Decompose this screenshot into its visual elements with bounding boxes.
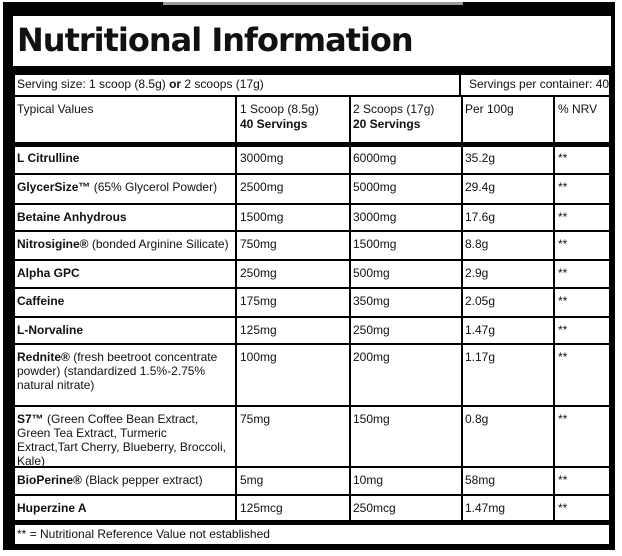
column-rule (553, 95, 555, 522)
column-rule (349, 95, 351, 522)
ingredient-description: (fresh beetroot concentrate powder) (standardized 1.5%-2.75% natural nitrate) (17, 350, 218, 392)
per-1-scoop-value: 5mg (240, 473, 264, 487)
row-rule (13, 230, 611, 232)
per-100g-value: 35.2g (465, 151, 496, 165)
per-2-scoops-value: 1500mg (353, 237, 397, 251)
nrv-value: ** (558, 350, 568, 364)
ingredient-cell (17, 180, 229, 194)
nrv-value: ** (558, 180, 568, 194)
per-2-scoops-value: 5000mg (353, 180, 397, 194)
ingredient-name: BioPerine® (17, 473, 82, 487)
per-1-scoop-value: 175mg (240, 294, 277, 308)
ingredient-description: (Black pepper extract) (81, 473, 203, 487)
serving-size-suffix: 2 scoops (17g) (181, 77, 264, 91)
bottom-rule (13, 544, 611, 546)
per-2-scoops-value: 3000mg (353, 210, 397, 224)
per-1-scoop-value: 75mg (240, 412, 271, 426)
ingredient-cell (17, 210, 229, 224)
servings-per-container: Servings per container: 40 (469, 77, 610, 91)
per-2-scoops-value: 350mg (353, 294, 390, 308)
ingredient-name: Caffeine (17, 294, 65, 308)
ingredient-cell (17, 412, 229, 468)
ingredient-name: L-Norvaline (17, 323, 84, 337)
footnote: ** = Nutritional Reference Value not established (17, 527, 270, 541)
nrv-value: ** (558, 323, 568, 337)
ingredient-cell (17, 323, 229, 337)
row-rule (13, 494, 611, 496)
ingredient-cell (17, 237, 229, 251)
left-rule (13, 73, 15, 546)
ingredient-name: L Citrulline (17, 151, 80, 165)
per-100g-value: 58mg (465, 473, 496, 487)
per-100g-value: 17.6g (465, 210, 496, 224)
top-strip (163, 2, 463, 5)
ingredient-description: (bonded Arginine Silicate) (88, 237, 229, 251)
nrv-value: ** (558, 412, 568, 426)
per-2-scoops-value: 250mcg (353, 501, 396, 515)
ingredient-name: Huperzine A (17, 501, 87, 515)
ingredient-name: GlycerSize™ (17, 180, 91, 194)
row-rule (13, 173, 611, 175)
per-100g-value: 1.17g (465, 350, 496, 364)
per-1-scoop-value: 125mg (240, 323, 277, 337)
per-100g-value: 0.8g (465, 412, 489, 426)
per-1-scoop-value: 3000mg (240, 151, 284, 165)
row-rule (13, 142, 611, 147)
ingredient-name: S7™ (17, 412, 44, 426)
serving-row (13, 73, 611, 95)
ingredient-cell (17, 473, 229, 487)
header-20-servings: 20 Servings (353, 117, 421, 131)
header-2-scoops: 2 Scoops (17g) (353, 102, 435, 116)
ingredient-name: Rednite® (17, 350, 70, 364)
row-rule (13, 316, 611, 318)
ingredient-cell (17, 350, 229, 392)
per-1-scoop-value: 100mg (240, 350, 277, 364)
per-100g-value: 29.4g (465, 180, 496, 194)
ingredient-name: Alpha GPC (17, 266, 80, 280)
header-1-scoop: 1 Scoop (8.5g) (240, 102, 319, 116)
per-2-scoops-value: 250mg (353, 323, 390, 337)
nrv-value: ** (558, 237, 568, 251)
column-rule (235, 95, 237, 522)
per-2-scoops-value: 200mg (353, 350, 390, 364)
nrv-value: ** (558, 266, 568, 280)
per-1-scoop-value: 250mg (240, 266, 277, 280)
label-frame (3, 2, 615, 550)
per-100g-value: 2.05g (465, 294, 496, 308)
serving-size-or: or (169, 77, 182, 91)
ingredient-name: Betaine Anhydrous (17, 210, 127, 224)
serving-size (17, 73, 264, 95)
per-1-scoop-value: 750mg (240, 237, 277, 251)
per-2-scoops-value: 6000mg (353, 151, 397, 165)
panel-title: Nutritional Information (17, 21, 413, 59)
serving-top-rule (13, 73, 611, 75)
per-1-scoop-value: 125mcg (240, 501, 283, 515)
ingredient-description: (65% Glycerol Powder) (90, 180, 218, 194)
serving-size-text: Serving size: 1 scoop (8.5g) (17, 77, 170, 91)
row-rule (13, 259, 611, 261)
per-100g-value: 1.47mg (465, 501, 506, 515)
per-2-scoops-value: 150mg (353, 412, 390, 426)
per-1-scoop-value: 1500mg (240, 210, 284, 224)
nrv-value: ** (558, 210, 568, 224)
header-per-100g: Per 100g (465, 102, 514, 116)
nrv-value: ** (558, 151, 568, 165)
right-rule (609, 73, 611, 546)
nrv-value: ** (558, 294, 568, 308)
ingredient-cell (17, 294, 229, 308)
title-rule (13, 66, 611, 73)
ingredient-cell (17, 266, 229, 280)
column-rule (461, 95, 463, 522)
ingredient-cell (17, 151, 229, 165)
row-rule (13, 520, 611, 525)
row-rule (13, 287, 611, 289)
row-rule (13, 343, 611, 345)
per-100g-value: 2.9g (465, 266, 489, 280)
ingredient-name: Nitrosigine® (17, 237, 89, 251)
nutrition-panel (13, 16, 611, 546)
per-100g-value: 8.8g (465, 237, 489, 251)
row-rule (13, 405, 611, 407)
per-2-scoops-value: 500mg (353, 266, 390, 280)
ingredient-description: (Green Coffee Bean Extract, Green Tea Extract, Turmeric Extract,Tart Cherry, Blueberry, Broccoli, Kale) (17, 412, 226, 468)
header-40-servings: 40 Servings (240, 117, 308, 131)
nrv-value: ** (558, 473, 568, 487)
per-1-scoop-value: 2500mg (240, 180, 284, 194)
per-100g-value: 1.47g (465, 323, 496, 337)
row-rule (13, 95, 611, 97)
header-nrv: % NRV (558, 102, 598, 116)
row-rule (13, 203, 611, 205)
per-2-scoops-value: 10mg (353, 473, 384, 487)
ingredient-cell (17, 501, 229, 515)
column-rule (459, 73, 461, 95)
nrv-value: ** (558, 501, 568, 515)
header-typical-values: Typical Values (17, 102, 94, 116)
